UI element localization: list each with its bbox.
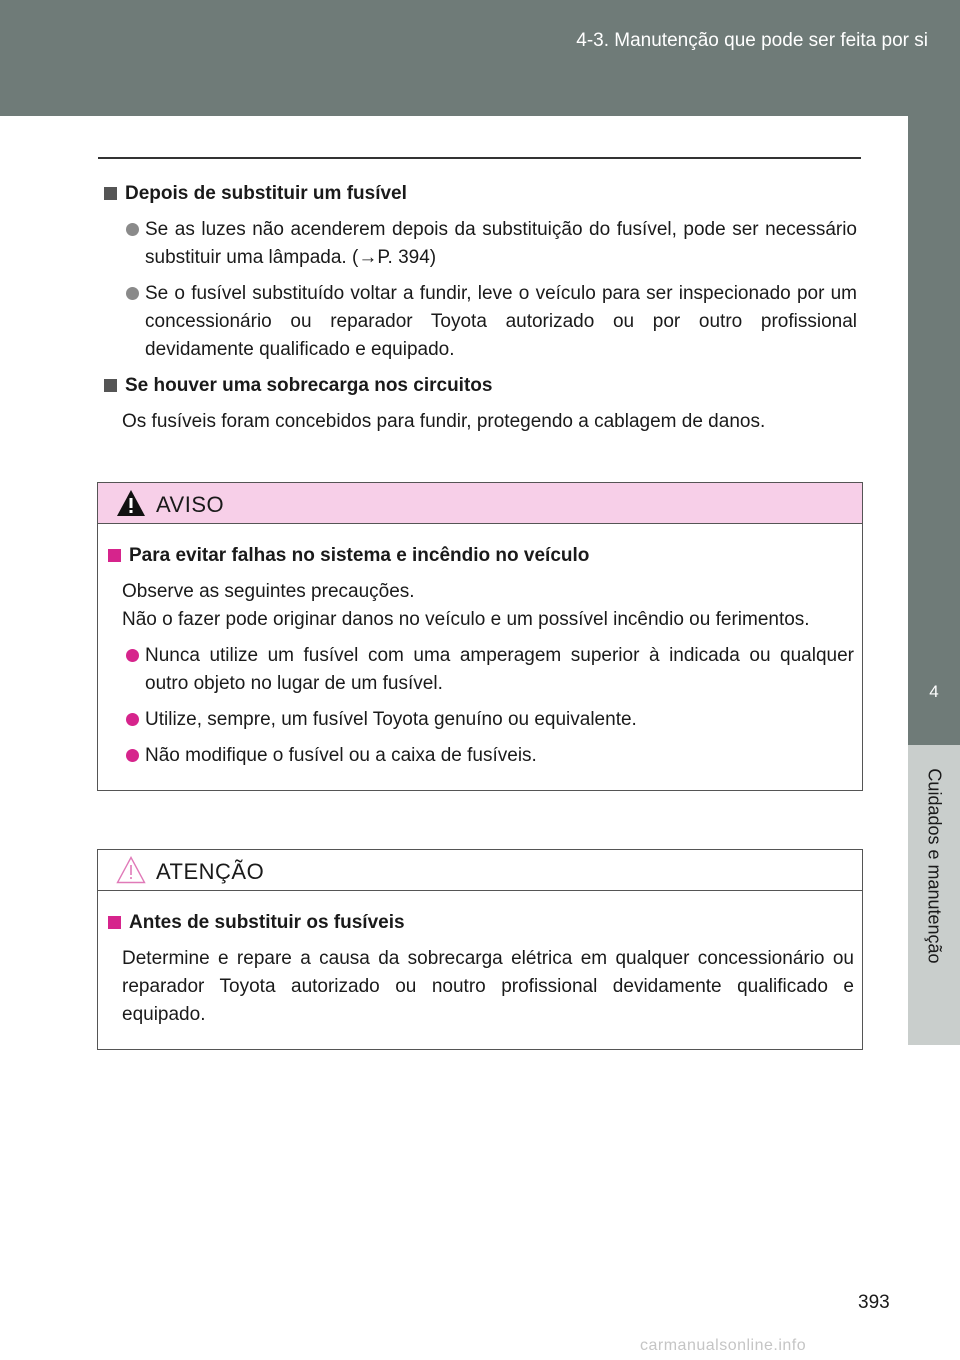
caution-box [97, 849, 863, 1050]
caution-text: Determine e repare a causa da sobrecarga elétrica em qualquer concessionário ou reparador Toyota autorizado ou noutro profissional devidamente qualificado e equipado. [122, 948, 854, 1025]
round-bullet-icon [126, 287, 139, 300]
warning-box [97, 482, 863, 791]
round-bullet-icon [126, 713, 139, 726]
list-item: Não modifique o fusível ou a caixa de fusíveis. [126, 742, 854, 770]
list-item: Utilize, sempre, um fusível Toyota genuíno ou equivalente. [126, 706, 854, 734]
warning-label: AVISO [156, 492, 225, 517]
chapter-title: 4-3. Manutenção que pode ser feita por si [576, 30, 928, 51]
page-number: 393 [858, 1292, 890, 1313]
side-tab-number: 4 [929, 682, 939, 701]
caution-label: ATENÇÃO [156, 859, 265, 884]
section-heading: Se houver uma sobrecarga nos circuitos [102, 372, 857, 400]
main-content [102, 180, 857, 436]
round-bullet-icon [126, 649, 139, 662]
warning-intro: Observe as seguintes precauções. Não o fazer pode originar danos no veículo e um possível incêndio ou ferimentos. [122, 581, 810, 630]
side-tab [908, 115, 960, 745]
round-bullet-icon [126, 223, 139, 236]
list-item: Se o fusível substituído voltar a fundir, leve o veículo para ser inspecionado por um concessionário ou reparador Toyota autorizado ou por outro profissional devidamente qualificado e equipado. [126, 280, 857, 364]
square-bullet-icon [104, 379, 117, 392]
section-text: Os fusíveis foram concebidos para fundir, protegendo a cablagem de danos. [122, 411, 766, 432]
square-bullet-icon [104, 187, 117, 200]
warning-body [98, 524, 862, 790]
caution-header [98, 850, 862, 891]
list-item: Se as luzes não acenderem depois da substituição do fusível, pode ser necessário substituir uma lâmpada. (→P. 394) [126, 216, 857, 272]
square-bullet-icon [108, 549, 121, 562]
warning-icon [116, 489, 146, 517]
round-bullet-icon [126, 749, 139, 762]
top-rule [98, 157, 861, 159]
caution-icon [116, 856, 146, 884]
caution-body [98, 891, 862, 1049]
section-heading: Depois de substituir um fusível [102, 180, 857, 208]
list-item: Nunca utilize um fusível com uma amperagem superior à indicada ou qualquer outro objeto no lugar de um fusível. [126, 642, 854, 698]
watermark: carmanualsonline.info [640, 1337, 807, 1354]
warning-header [98, 483, 862, 524]
page-header [0, 0, 960, 116]
warning-heading: Para evitar falhas no sistema e incêndio no veículo [106, 542, 854, 570]
caution-heading: Antes de substituir os fusíveis [106, 909, 854, 937]
square-bullet-icon [108, 916, 121, 929]
side-tab-label: Cuidados e manutenção [924, 768, 945, 964]
